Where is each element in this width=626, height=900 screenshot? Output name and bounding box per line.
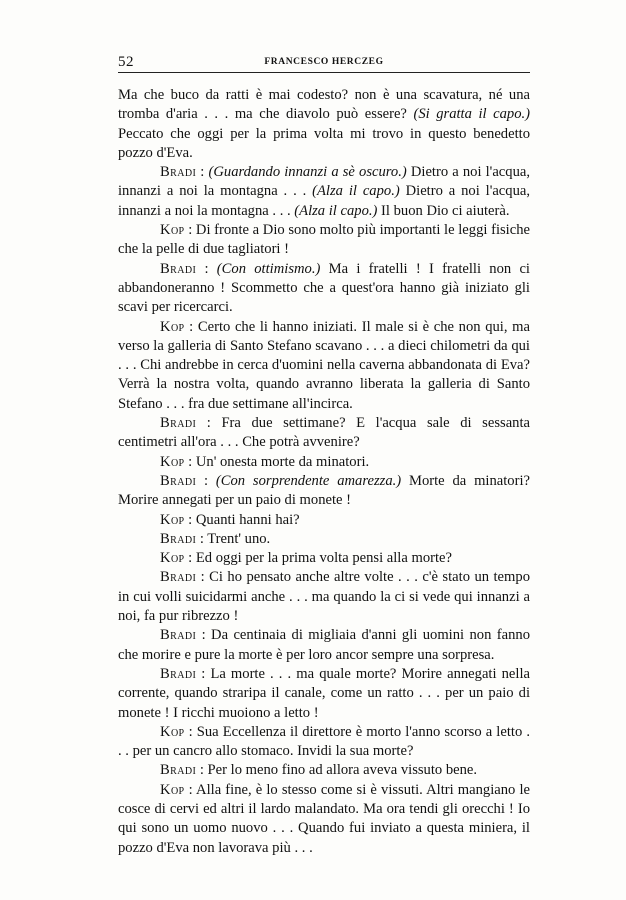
- speaker-separator: :: [184, 550, 196, 567]
- dialogue-text: Sua Eccellenza il direttore è morto l'anno scorso a letto . . . per un cancro allo stomaco. Invidi la sua morte?: [118, 723, 530, 760]
- dialogue-text: Di fronte a Dio sono molto più importanti le leggi fisiche che la pelle di due tagliatori !: [118, 222, 530, 258]
- dialogue-paragraph: [118, 260, 530, 318]
- dialogue-paragraph: [118, 414, 530, 453]
- dialogue-paragraph: [118, 761, 530, 780]
- speaker-name: Bradi: [160, 164, 197, 181]
- dialogue-text: Certo che li hanno iniziati. Il male si è che non qui, ma verso la galleria di Santo Stefano scavano . . . a dieci chilometri da qui . . . Chi andrebbe in cerca d'uomini nella caverna abbandonata di Eva? Verrà la nostra volta, quando avranno liberata la galleria di Santo Stefano . . . fra due settimane all'incirca.: [118, 318, 530, 412]
- page-header: [118, 52, 530, 73]
- speaker-separator: :: [184, 318, 198, 335]
- dialogue-text: Il buon Dio ci aiuterà.: [377, 202, 510, 219]
- dialogue-paragraph: [118, 163, 530, 221]
- speaker-separator: :: [196, 260, 217, 277]
- speaker-separator: :: [184, 511, 196, 528]
- speaker-name: Bradi: [160, 762, 197, 779]
- speaker-separator: :: [196, 415, 222, 432]
- speaker-name: Kop: [160, 511, 185, 528]
- speaker-separator: :: [196, 665, 211, 682]
- stage-direction: (Alza il capo.): [294, 202, 378, 219]
- dialogue-paragraph: [118, 318, 530, 414]
- dialogue-paragraph: [118, 723, 530, 762]
- speaker-separator: :: [196, 569, 210, 586]
- dialogue-paragraph: [118, 453, 530, 472]
- dialogue-text: Dietro a noi l'acqua, innanzi a noi la montagna . . .: [118, 164, 530, 200]
- dialogue-text: Alla fine, è lo stesso come si è vissuti. Altri mangiano le cosce di cervi ed altri il lardo malandato. Ma ora tendi gli orecchi ! Io qui sono un uomo nuovo . . . Quando fui inviato a questa miniera, il pozzo d'Eva non lavorava più . . .: [118, 781, 531, 856]
- speaker-separator: :: [196, 762, 208, 779]
- dialogue-paragraph: [118, 549, 530, 568]
- dialogue-text: Peccato che oggi per la prima volta mi trovo in questo benedetto pozzo d'Eva.: [118, 125, 530, 161]
- speaker-name: Kop: [160, 781, 185, 798]
- continuation-paragraph: [118, 86, 530, 163]
- dialogue-text: Trent' uno.: [207, 530, 271, 547]
- dialogue-paragraph: [118, 568, 530, 626]
- speaker-name: Bradi: [160, 260, 197, 277]
- dialogue-paragraph: [118, 665, 530, 723]
- stage-direction: (Con ottimismo.): [216, 260, 321, 277]
- running-title: FRANCESCO HERCZEG: [264, 57, 384, 67]
- dialogue-text: Ma che buco da ratti è mai codesto? non è una scavatura, né una tromba d'aria . . . ma che diavolo può essere?: [118, 87, 530, 123]
- speaker-separator: :: [184, 781, 197, 798]
- dialogue-text: Morte da minatori? Morire annegati per un paio di monete !: [118, 472, 530, 509]
- stage-direction: (Con sorprendente amarezza.): [215, 472, 402, 489]
- stage-direction: (Si gratta il capo.): [413, 106, 530, 123]
- dialogue-text: Ed oggi per la prima volta pensi alla morte?: [195, 550, 453, 567]
- dialogue-text: Ci ho pensato anche altre volte . . . c'è stato un tempo in cui volli suicidarmi anche . . . ma quando la ci si vede qui innanzi a noi, fa pur ribrezzo !: [118, 569, 530, 625]
- speaker-separator: :: [196, 164, 209, 181]
- dialogue-text: Da centinaia di migliaia d'anni gli uomini non fanno che morire e pure la morte è per loro ancor sempre una sorpresa.: [118, 627, 530, 663]
- speaker-name: Bradi: [160, 415, 197, 432]
- speaker-name: Kop: [160, 550, 185, 567]
- stage-direction: (Guardando innanzi a sè oscuro.): [208, 164, 407, 181]
- dialogue-text: Quanti hanni hai?: [195, 511, 300, 528]
- speaker-name: Kop: [160, 318, 185, 335]
- speaker-separator: :: [196, 472, 216, 489]
- dialogue-paragraph: [118, 472, 530, 511]
- speaker-separator: :: [184, 222, 196, 239]
- speaker-separator: :: [184, 453, 196, 470]
- speaker-name: Kop: [160, 453, 185, 470]
- speaker-name: Bradi: [160, 530, 197, 547]
- stage-direction: (Alza il capo.): [312, 183, 400, 200]
- body-text: [118, 86, 530, 858]
- dialogue-paragraph: [118, 781, 530, 858]
- dialogue-text: Ma i fratelli ! I fratelli non ci abbandoneranno ! Scommetto che a quest'ora hanno già iniziato gli scavi per ricercarci.: [118, 260, 530, 316]
- page-number: 52: [118, 54, 134, 70]
- speaker-separator: :: [196, 530, 208, 547]
- dialogue-text: La morte . . . ma quale morte? Morire annegati nella corrente, quando straripa il canale, come un ratto . . . per un paio di monete ! I ricchi muoiono a letto !: [118, 665, 530, 721]
- speaker-name: Bradi: [160, 665, 197, 682]
- dialogue-text: Per lo meno fino ad allora aveva vissuto bene.: [207, 762, 478, 779]
- dialogue-text: Fra due settimane? E l'acqua sale di sessanta centimetri all'ora . . . Che potrà avvenire?: [118, 415, 530, 451]
- speaker-name: Kop: [160, 222, 185, 239]
- dialogue-paragraph: [118, 530, 530, 549]
- speaker-separator: :: [184, 723, 197, 740]
- speaker-name: Bradi: [160, 627, 197, 644]
- speaker-name: Bradi: [160, 472, 197, 489]
- speaker-separator: :: [196, 627, 212, 644]
- speaker-name: Bradi: [160, 569, 197, 586]
- dialogue-paragraph: [118, 626, 530, 665]
- dialogue-text: Dietro a noi l'acqua, innanzi a noi la montagna . . .: [118, 183, 531, 219]
- dialogue-paragraph: [118, 511, 530, 530]
- speaker-name: Kop: [160, 723, 185, 740]
- dialogue-text: Un' onesta morte da minatori.: [195, 453, 370, 470]
- dialogue-paragraph: [118, 221, 530, 260]
